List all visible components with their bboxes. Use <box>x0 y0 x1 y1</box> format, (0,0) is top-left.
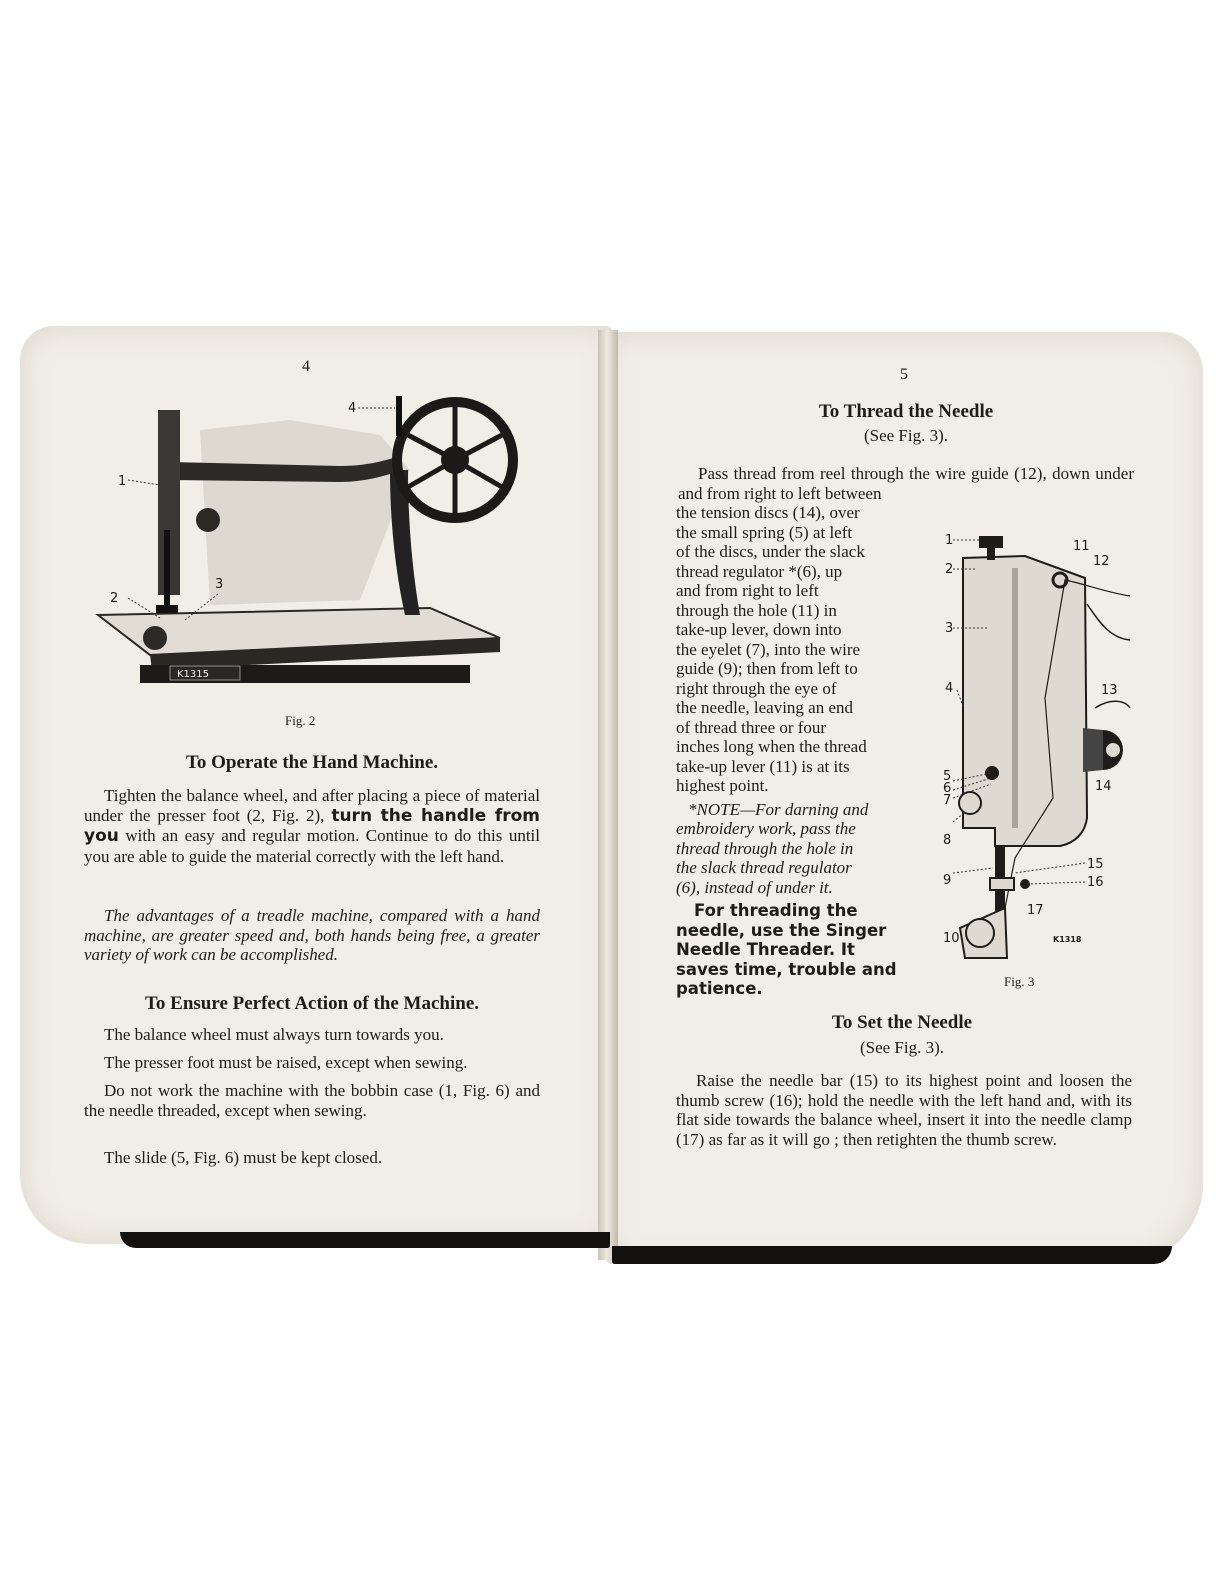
fig2-plate-code: K1315 <box>177 669 210 680</box>
threading-diagram <box>935 528 1130 978</box>
set-needle-paragraph: Raise the needle bar (15) to its highest point and loosen the thumb screw (16); hold the needle with the left hand and, with its flat side towards the balance wheel, insert it into the needle clamp (17) as far as it will go ; then retighten the thumb screw. <box>676 1071 1132 1149</box>
threading-steps <box>676 503 918 999</box>
threader-line: For threading the <box>694 901 858 920</box>
book-spine <box>598 330 618 1260</box>
fig2-label-4: 4 <box>348 401 357 416</box>
threading-line: the needle, leaving an end <box>676 698 854 717</box>
set-needle-subheading: (See Fig. 3). <box>859 1038 945 1057</box>
threading-line: right through the eye of <box>676 678 837 698</box>
fig3-plate-code: K1318 <box>1053 935 1082 944</box>
fig3-label-11: 11 <box>1073 539 1090 554</box>
tension-knob <box>1105 742 1121 758</box>
note-line: embroidery work, pass the <box>676 819 856 838</box>
slide-rule: The slide (5, Fig. 6) must be kept closed. <box>104 1148 383 1167</box>
fig2-label-1: 1 <box>118 474 127 489</box>
balance-wheel-rule: The balance wheel must always turn towards you. <box>104 1025 444 1044</box>
operate-text-a: Tighten the balance wheel, and after placing a piece of material under the presser foot (2, Fig. 2), <box>84 786 540 825</box>
thread-needle-subheading: (See Fig. 3). <box>863 426 949 445</box>
fig3-label-4: 4 <box>945 681 954 696</box>
hand-machine-illustration <box>90 390 510 710</box>
fig3-label-14: 14 <box>1095 779 1112 794</box>
fig3-label-16: 16 <box>1087 875 1104 890</box>
threading-line: through the hole (11) in <box>676 600 837 620</box>
heading-perfect-action: To Ensure Perfect Action of the Machine. <box>144 993 480 1014</box>
fig2-label-2: 2 <box>110 591 119 606</box>
threader-line: needle, use the Singer <box>676 920 887 940</box>
fig3-label-2: 2 <box>945 562 954 577</box>
fig3-label-8: 8 <box>943 833 952 848</box>
fig2-caption: Fig. 2 <box>285 713 316 728</box>
fig3-caption: Fig. 3 <box>1004 974 1035 989</box>
fig3-label-15: 15 <box>1087 857 1104 872</box>
threading-line: the tension discs (14), over <box>676 503 860 522</box>
threading-line: inches long when the thread <box>676 737 867 756</box>
fig3-label-6: 6 <box>943 781 952 796</box>
presser-wheel <box>966 919 994 947</box>
note-line: thread through the hole in <box>676 838 854 858</box>
threading-line: the small spring (5) at left <box>676 522 853 542</box>
threader-line: saves time, trouble and <box>676 959 897 979</box>
top-knob-stem <box>987 546 995 560</box>
presser-foot-rule: The presser foot must be raised, except when sewing. <box>104 1053 468 1072</box>
fig3-label-9: 9 <box>943 873 952 888</box>
presser-foot <box>156 605 178 613</box>
bobbin-case-rule: Do not work the machine with the bobbin case (1, Fig. 6) and the needle threaded, except when sewing. <box>84 1081 540 1120</box>
threading-line: highest point. <box>676 776 769 795</box>
threading-line: of the discs, under the slack <box>676 542 865 561</box>
page-number-left: 4 <box>302 358 310 375</box>
needle-clamp <box>990 878 1014 890</box>
page-number-right: 5 <box>900 366 908 383</box>
fig3-label-1: 1 <box>945 533 954 548</box>
fig3-label-3: 3 <box>945 621 954 636</box>
fig2-label-3: 3 <box>215 577 224 592</box>
fig3-label-10: 10 <box>943 931 960 946</box>
fig3-label-5: 5 <box>943 769 952 784</box>
note-line: (6), instead of under it. <box>676 877 833 897</box>
threading-line: and from right to left <box>676 581 819 600</box>
note-line: *NOTE—For darning and <box>688 799 869 819</box>
fig3-label-12: 12 <box>1093 554 1110 569</box>
right-page-edge <box>612 1246 1172 1264</box>
fig3-label-13: 13 <box>1101 683 1118 698</box>
treadle-advantages-paragraph: The advantages of a treadle machine, compared with a hand machine, are greater speed and, both hands being free, a greater variety of work can be accomplished. <box>84 906 540 964</box>
threading-line: guide (9); then from left to <box>676 659 858 678</box>
threading-line: the eyelet (7), into the wire <box>676 639 861 659</box>
bobbin-plate <box>143 626 167 650</box>
heading-set-needle: To Set the Needle <box>831 1012 973 1033</box>
threading-intro: Pass thread from reel through the wire guide (12), down under and from right to left between <box>678 464 1134 503</box>
needle-bar <box>164 530 170 610</box>
fig3-label-7: 7 <box>943 793 952 808</box>
heading-operate-hand-machine: To Operate the Hand Machine. <box>185 752 439 773</box>
threading-line: thread regulator *(6), up <box>676 561 843 581</box>
threading-line: take-up lever, down into <box>676 620 842 639</box>
threader-line: patience. <box>676 979 763 998</box>
operate-paragraph <box>84 786 540 866</box>
note-line: the slack thread regulator <box>676 858 852 877</box>
threading-line: of thread three or four <box>676 717 827 737</box>
fig3-label-17: 17 <box>1027 903 1044 918</box>
wire-guide-knob <box>959 792 981 814</box>
machine-shadow <box>200 420 410 605</box>
bobbin-winder <box>196 508 220 532</box>
operate-bold-instruction: turn the handle from you <box>84 805 540 846</box>
heading-thread-needle: To Thread the Needle <box>818 401 994 422</box>
handle-rod <box>396 396 402 436</box>
left-page-edge <box>120 1232 610 1248</box>
threading-line: take-up lever (11) is at its <box>676 756 850 776</box>
threader-line: Needle Threader. It <box>676 940 855 959</box>
operate-text-b: with an easy and regular motion. Continue to do this until you are able to guide the material correctly with the left hand. <box>84 826 540 866</box>
slack-regulator-knob <box>985 766 999 780</box>
